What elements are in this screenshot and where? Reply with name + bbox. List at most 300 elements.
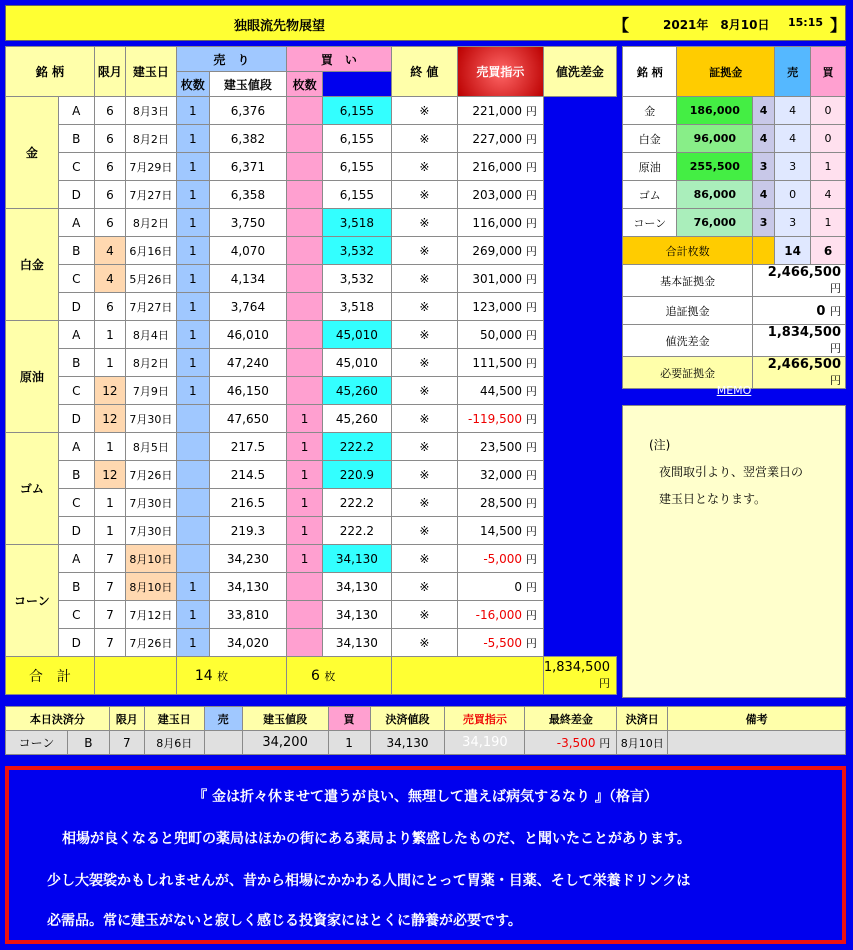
month-cell: 7 [94, 545, 125, 573]
month-cell: 12 [94, 405, 125, 433]
diff-cell: 32,000 円 [458, 461, 544, 489]
position-row [6, 97, 617, 125]
margin-row [623, 209, 846, 237]
sell-count-cell [176, 545, 209, 573]
side-header-buy: 買 [811, 47, 846, 97]
grade-cell: D [58, 181, 94, 209]
close-cell: 45,260 [323, 405, 392, 433]
instruction-cell: ※ [391, 125, 457, 153]
diff-cell: 227,000 円 [458, 125, 544, 153]
grade-cell: D [58, 517, 94, 545]
margin-row [623, 125, 846, 153]
instruction-cell: ※ [391, 573, 457, 601]
close-cell: 34,130 [323, 573, 392, 601]
price-cell: 3,764 [209, 293, 286, 321]
settle-header-instruction: 売買指示 [445, 707, 525, 731]
date-cell: 8月2日 [125, 349, 176, 377]
settle-grade: B [67, 731, 109, 755]
settle-buy: 1 [328, 731, 370, 755]
close-cell: 34,130 [323, 629, 392, 657]
margin-buy: 0 [811, 125, 846, 153]
instruction-cell: ※ [391, 97, 457, 125]
close-cell: 3,532 [323, 265, 392, 293]
grade-cell: D [58, 629, 94, 657]
close-cell: 3,518 [323, 293, 392, 321]
close-cell: 6,155 [323, 153, 392, 181]
buy-count-cell [287, 125, 323, 153]
header-instruction: 売買指示 [458, 47, 544, 97]
margin-brand: 白金 [623, 125, 677, 153]
buy-count-cell [287, 237, 323, 265]
month-cell: 1 [94, 489, 125, 517]
quote-line: 必需品。常に建玉がないと寂しく感じる投資家にはとくに静養が必要です。 [47, 913, 522, 929]
date-cell: 7月12日 [125, 601, 176, 629]
position-row [6, 237, 617, 265]
month-cell: 7 [94, 601, 125, 629]
total-diff: 1,834,500 円 [543, 657, 616, 695]
header-buy-count: 枚数 [287, 72, 323, 97]
buy-count-cell [287, 573, 323, 601]
header-sell: 売 り [176, 47, 286, 72]
memo-line: 夜間取引より、翌営業日の [659, 465, 804, 479]
margin-row [623, 181, 846, 209]
price-cell: 46,150 [209, 377, 286, 405]
price-cell: 6,358 [209, 181, 286, 209]
instruction-cell: ※ [391, 601, 457, 629]
settle-header-settle-date: 決済日 [617, 707, 668, 731]
buy-count-cell [287, 209, 323, 237]
date-cell: 8月2日 [125, 209, 176, 237]
price-cell: 33,810 [209, 601, 286, 629]
buy-count-cell: 1 [287, 489, 323, 517]
summary-label: 値洗差金 [623, 325, 753, 357]
price-cell: 217.5 [209, 433, 286, 461]
diff-cell: 50,000 円 [458, 321, 544, 349]
margin-amount: 186,000 [677, 97, 753, 125]
summary-row [623, 265, 846, 297]
buy-count-cell [287, 153, 323, 181]
diff-cell: 269,000 円 [458, 237, 544, 265]
grade-cell: C [58, 601, 94, 629]
price-cell: 6,382 [209, 125, 286, 153]
diff-cell: 28,500 円 [458, 489, 544, 517]
price-cell: 34,230 [209, 545, 286, 573]
month-cell: 1 [94, 321, 125, 349]
instruction-cell: ※ [391, 209, 457, 237]
buy-count-cell [287, 181, 323, 209]
position-row [6, 209, 617, 237]
margin-amount: 255,500 [677, 153, 753, 181]
instruction-cell: ※ [391, 153, 457, 181]
sell-count-cell [176, 517, 209, 545]
buy-count-cell: 1 [287, 545, 323, 573]
side-header-sell: 売 [775, 47, 811, 97]
instruction-cell: ※ [391, 545, 457, 573]
month-cell: 6 [94, 181, 125, 209]
settle-header-note: 備考 [668, 707, 846, 731]
grade-cell: B [58, 461, 94, 489]
price-cell: 214.5 [209, 461, 286, 489]
close-cell: 220.9 [323, 461, 392, 489]
diff-cell: -5,000 円 [458, 545, 544, 573]
commodity-name: 白金 [6, 209, 59, 321]
position-row [6, 349, 617, 377]
sell-count-cell: 1 [176, 153, 209, 181]
diff-cell: 203,000 円 [458, 181, 544, 209]
date-cell: 8月5日 [125, 433, 176, 461]
date-cell: 7月26日 [125, 629, 176, 657]
summary-label: 必要証拠金 [623, 357, 753, 389]
summary-value: 1,834,500 円 [753, 325, 846, 357]
diff-cell: 14,500 円 [458, 517, 544, 545]
margin-amount: 86,000 [677, 181, 753, 209]
instruction-cell: ※ [391, 517, 457, 545]
date-cell: 8月4日 [125, 321, 176, 349]
margin-brand: コーン [623, 209, 677, 237]
position-row [6, 601, 617, 629]
margin-brand: 金 [623, 97, 677, 125]
close-cell: 34,130 [323, 545, 392, 573]
settle-header-final: 最終差金 [525, 707, 617, 731]
date-cell: 7月9日 [125, 377, 176, 405]
grade-cell: B [58, 573, 94, 601]
diff-cell: 301,000 円 [458, 265, 544, 293]
report-date: 2021年 8月10日 [663, 18, 770, 32]
settle-settle-date: 8月10日 [617, 731, 668, 755]
instruction-cell: ※ [391, 321, 457, 349]
sell-count-cell: 1 [176, 237, 209, 265]
buy-count-cell [287, 97, 323, 125]
sell-count-cell [176, 433, 209, 461]
position-row [6, 405, 617, 433]
position-row [6, 629, 617, 657]
date-cell: 8月2日 [125, 125, 176, 153]
position-row [6, 461, 617, 489]
date-cell: 7月30日 [125, 517, 176, 545]
position-row [6, 125, 617, 153]
header-month: 限月 [94, 47, 125, 97]
total-label: 合 計 [6, 657, 95, 695]
header-sell-count: 枚数 [176, 72, 209, 97]
price-cell: 6,376 [209, 97, 286, 125]
margin-count: 3 [753, 209, 775, 237]
sell-count-cell [176, 489, 209, 517]
instruction-cell: ※ [391, 293, 457, 321]
instruction-cell: ※ [391, 237, 457, 265]
sell-count-cell: 1 [176, 209, 209, 237]
settle-header-date: 建玉日 [144, 707, 204, 731]
side-total-label: 合計枚数 [623, 237, 753, 265]
sell-count-cell: 1 [176, 377, 209, 405]
instruction-cell: ※ [391, 405, 457, 433]
summary-row [623, 297, 846, 325]
month-cell: 7 [94, 573, 125, 601]
total-buy: 6 枚 [287, 657, 392, 695]
price-cell: 46,010 [209, 321, 286, 349]
quote-box [5, 766, 846, 944]
summary-row [623, 325, 846, 357]
grade-cell: A [58, 321, 94, 349]
settle-header-label: 本日決済分 [6, 707, 110, 731]
diff-cell: 111,500 円 [458, 349, 544, 377]
close-cell: 3,518 [323, 209, 392, 237]
sell-count-cell: 1 [176, 265, 209, 293]
margin-buy: 4 [811, 181, 846, 209]
close-cell: 222.2 [323, 433, 392, 461]
buy-count-cell [287, 629, 323, 657]
summary-label: 基本証拠金 [623, 265, 753, 297]
grade-cell: A [58, 209, 94, 237]
price-cell: 4,070 [209, 237, 286, 265]
close-cell: 222.2 [323, 489, 392, 517]
margin-amount: 76,000 [677, 209, 753, 237]
side-header-margin: 証拠金 [677, 47, 775, 97]
margin-brand: 原油 [623, 153, 677, 181]
summary-value: 0 円 [753, 297, 846, 325]
sell-count-cell: 1 [176, 629, 209, 657]
grade-cell: D [58, 293, 94, 321]
sell-count-cell: 1 [176, 293, 209, 321]
buy-count-cell: 1 [287, 517, 323, 545]
diff-cell: 44,500 円 [458, 377, 544, 405]
buy-count-cell [287, 321, 323, 349]
header-buy: 買 い [287, 47, 392, 72]
position-row [6, 321, 617, 349]
instruction-cell: ※ [391, 349, 457, 377]
margin-brand: ゴム [623, 181, 677, 209]
price-cell: 216.5 [209, 489, 286, 517]
position-row [6, 489, 617, 517]
summary-label: 追証拠金 [623, 297, 753, 325]
settle-header-price: 建玉値段 [242, 707, 328, 731]
grade-cell: B [58, 349, 94, 377]
price-cell: 6,371 [209, 153, 286, 181]
month-cell: 1 [94, 517, 125, 545]
buy-count-cell: 1 [287, 405, 323, 433]
instruction-cell: ※ [391, 433, 457, 461]
settle-header-month: 限月 [109, 707, 144, 731]
memo-panel [622, 405, 846, 698]
position-row [6, 517, 617, 545]
buy-count-cell: 1 [287, 461, 323, 489]
diff-cell: 0 円 [458, 573, 544, 601]
position-row [6, 293, 617, 321]
memo-title[interactable]: MEMO [716, 384, 752, 397]
margin-table [622, 46, 846, 389]
grade-cell: B [58, 237, 94, 265]
settle-price: 34,200 [242, 731, 328, 755]
grade-cell: A [58, 433, 94, 461]
margin-sell: 3 [775, 209, 811, 237]
month-cell: 4 [94, 265, 125, 293]
positions-table [5, 46, 617, 695]
close-cell: 45,010 [323, 321, 392, 349]
close-cell: 6,155 [323, 97, 392, 125]
buy-count-cell [287, 377, 323, 405]
month-cell: 1 [94, 433, 125, 461]
margin-buy: 1 [811, 153, 846, 181]
margin-count: 4 [753, 125, 775, 153]
date-cell: 7月26日 [125, 461, 176, 489]
position-row [6, 265, 617, 293]
close-cell: 222.2 [323, 517, 392, 545]
instruction-cell: ※ [391, 377, 457, 405]
sell-count-cell: 1 [176, 601, 209, 629]
grade-cell: C [58, 489, 94, 517]
settle-final: -3,500 円 [525, 731, 617, 755]
diff-cell: -119,500 円 [458, 405, 544, 433]
side-total-sell: 14 [775, 237, 811, 265]
position-row [6, 573, 617, 601]
summary-value: 2,466,500 円 [753, 265, 846, 297]
date-cell: 6月16日 [125, 237, 176, 265]
grade-cell: C [58, 153, 94, 181]
total-sell: 14 枚 [176, 657, 286, 695]
instruction-cell: ※ [391, 629, 457, 657]
sell-count-cell: 1 [176, 97, 209, 125]
margin-count: 4 [753, 97, 775, 125]
sell-count-cell: 1 [176, 573, 209, 601]
margin-sell: 0 [775, 181, 811, 209]
margin-sell: 3 [775, 153, 811, 181]
instruction-cell: ※ [391, 181, 457, 209]
grade-cell: D [58, 405, 94, 433]
diff-cell: 123,000 円 [458, 293, 544, 321]
grade-cell: A [58, 545, 94, 573]
grade-cell: C [58, 377, 94, 405]
header-diff: 値洗差金 [543, 47, 616, 97]
margin-buy: 1 [811, 209, 846, 237]
month-cell: 6 [94, 293, 125, 321]
grade-cell: B [58, 125, 94, 153]
close-cell: 6,155 [323, 125, 392, 153]
date-cell: 8月10日 [125, 573, 176, 601]
month-cell: 6 [94, 153, 125, 181]
price-cell: 4,134 [209, 265, 286, 293]
settle-header-settle-price: 決済値段 [370, 707, 445, 731]
buy-count-cell [287, 349, 323, 377]
position-row [6, 181, 617, 209]
month-cell: 6 [94, 97, 125, 125]
side-header-brand: 銘 柄 [623, 47, 677, 97]
memo-line: (注) [649, 438, 671, 452]
sell-count-cell: 1 [176, 181, 209, 209]
month-cell: 6 [94, 209, 125, 237]
buy-count-cell [287, 265, 323, 293]
header-price: 建玉値段 [209, 72, 286, 97]
date-cell: 7月27日 [125, 293, 176, 321]
title-bar [5, 5, 846, 41]
margin-row [623, 153, 846, 181]
settle-settle-price: 34,130 [370, 731, 445, 755]
commodity-name: 原油 [6, 321, 59, 433]
bracket-open: 【 [613, 16, 630, 35]
memo-line: 建玉日となります。 [659, 492, 767, 506]
side-total-buy: 6 [811, 237, 846, 265]
month-cell: 6 [94, 125, 125, 153]
commodity-name: ゴム [6, 433, 59, 545]
month-cell: 1 [94, 349, 125, 377]
date-cell: 7月30日 [125, 405, 176, 433]
price-cell: 34,020 [209, 629, 286, 657]
price-cell: 3,750 [209, 209, 286, 237]
header-brand: 銘 柄 [6, 47, 95, 97]
margin-sell: 4 [775, 125, 811, 153]
date-cell: 8月3日 [125, 97, 176, 125]
settle-header-buy: 買 [328, 707, 370, 731]
position-row [6, 545, 617, 573]
diff-cell: -5,500 円 [458, 629, 544, 657]
sell-count-cell: 1 [176, 349, 209, 377]
price-cell: 34,130 [209, 573, 286, 601]
date-cell: 8月10日 [125, 545, 176, 573]
buy-count-cell: 1 [287, 433, 323, 461]
sell-count-cell [176, 405, 209, 433]
bracket-close: 】 [830, 16, 847, 35]
settle-sell [204, 731, 242, 755]
header-date: 建玉日 [125, 47, 176, 97]
quote-line: 少し大袈裟かもしれませんが、昔から相場にかかわる人間にとって胃薬・目薬、そして栄養ドリンクは [47, 873, 691, 889]
date-cell: 5月26日 [125, 265, 176, 293]
diff-cell: 23,500 円 [458, 433, 544, 461]
margin-row [623, 97, 846, 125]
date-cell: 7月29日 [125, 153, 176, 181]
settle-row [6, 731, 846, 755]
close-cell: 45,010 [323, 349, 392, 377]
settle-month: 7 [109, 731, 144, 755]
header-close: 終 値 [391, 47, 457, 97]
month-cell: 12 [94, 461, 125, 489]
page-title: 独眼流先物展望 [234, 19, 326, 34]
grade-cell: C [58, 265, 94, 293]
quote-line: 『 金は折々休ませて遣うが良い、無理して遣えば病気するなり 』（格言） [193, 789, 658, 805]
settle-instruction: 34,190 [445, 731, 525, 755]
month-cell: 7 [94, 629, 125, 657]
quote-line: 相場が良くなると兜町の薬局はほかの街にある薬局より繁盛したものだ、と聞いたことがあります。 [62, 831, 691, 847]
margin-buy: 0 [811, 97, 846, 125]
sell-count-cell: 1 [176, 321, 209, 349]
close-cell: 6,155 [323, 181, 392, 209]
position-row [6, 153, 617, 181]
margin-count: 3 [753, 153, 775, 181]
settlement-table [5, 706, 846, 755]
price-cell: 219.3 [209, 517, 286, 545]
month-cell: 4 [94, 237, 125, 265]
close-cell: 34,130 [323, 601, 392, 629]
sell-count-cell: 1 [176, 125, 209, 153]
margin-count: 4 [753, 181, 775, 209]
price-cell: 47,650 [209, 405, 286, 433]
diff-cell: 216,000 円 [458, 153, 544, 181]
settle-name: コーン [6, 731, 68, 755]
instruction-cell: ※ [391, 265, 457, 293]
buy-count-cell [287, 293, 323, 321]
close-cell: 45,260 [323, 377, 392, 405]
settle-date: 8月6日 [144, 731, 204, 755]
margin-sell: 4 [775, 97, 811, 125]
commodity-name: 金 [6, 97, 59, 209]
date-cell: 7月30日 [125, 489, 176, 517]
diff-cell: -16,000 円 [458, 601, 544, 629]
position-row [6, 433, 617, 461]
diff-cell: 221,000 円 [458, 97, 544, 125]
settle-note [668, 731, 846, 755]
price-cell: 47,240 [209, 349, 286, 377]
instruction-cell: ※ [391, 489, 457, 517]
buy-count-cell [287, 601, 323, 629]
close-cell: 3,532 [323, 237, 392, 265]
date-cell: 7月27日 [125, 181, 176, 209]
